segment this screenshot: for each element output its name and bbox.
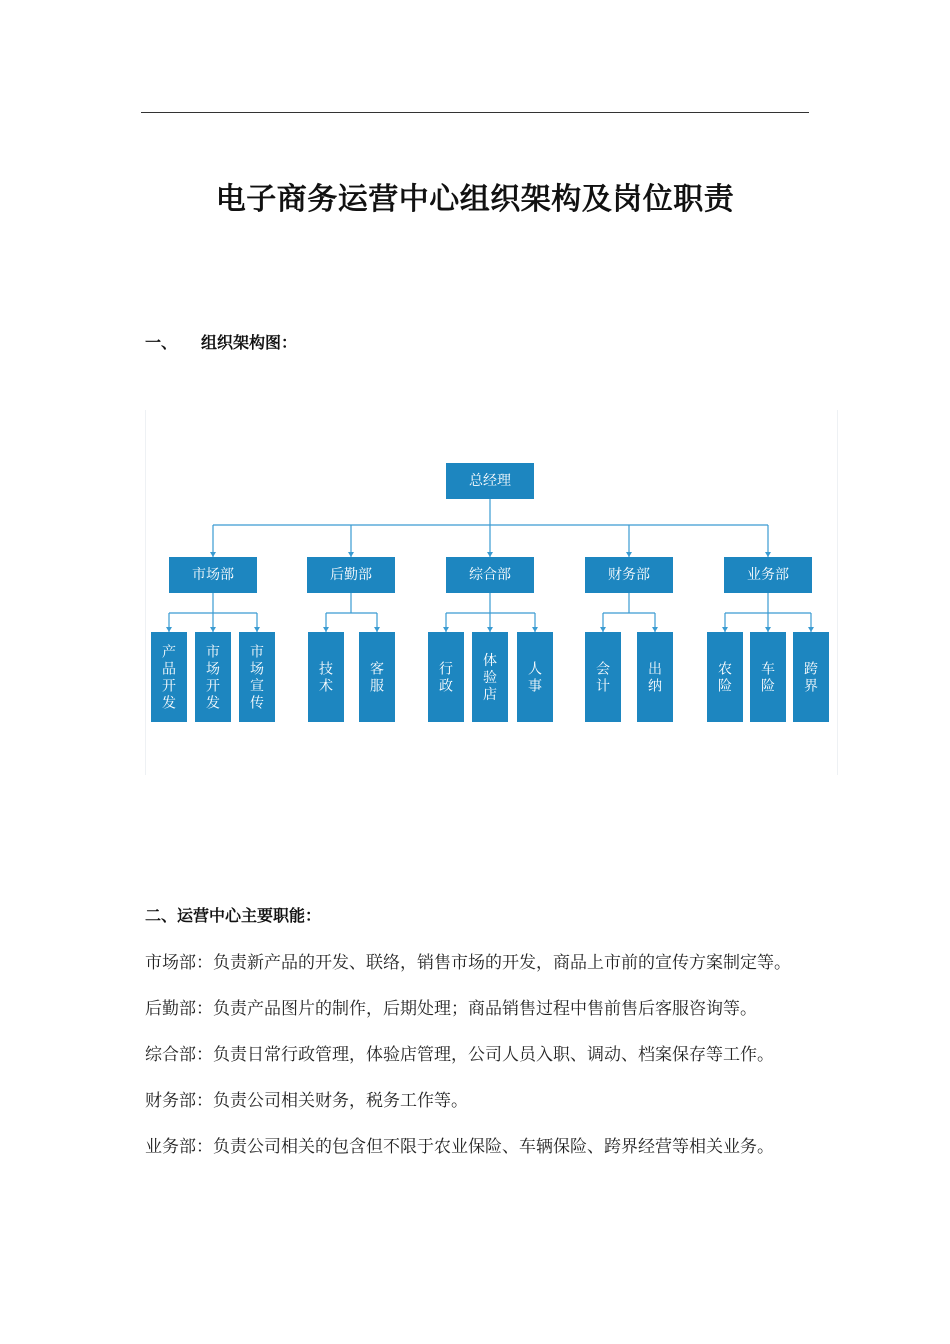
org-label-child: 车险 [761,661,775,695]
org-arrow-child [443,627,449,632]
duty-dept-label: 业务部 [145,1137,196,1157]
duty-dept-label: 财务部 [145,1091,196,1111]
org-arrow-dept [487,552,493,557]
org-arrow-dept [765,552,771,557]
org-arrow-child [166,627,172,632]
org-label-child: 出纳 [648,661,662,695]
duty-line-business [145,1132,774,1157]
section-two-heading: 二、运营中心主要职能： [145,906,322,925]
section-one-label: 组织架构图： [201,333,298,352]
org-label-dept: 综合部 [469,567,511,583]
org-label-child: 农险 [718,661,732,695]
duty-text: ：负责日常行政管理，体验店管理，公司人员入职、调动、档案保存等工作。 [196,1045,774,1065]
duty-line-logistics [145,994,757,1019]
document-title: 电子商务运营中心组织架构及岗位职责 [215,182,735,217]
org-arrow-dept [210,552,216,557]
org-arrow-dept [348,552,354,557]
org-arrow-child [374,627,380,632]
org-arrow-child [722,627,728,632]
org-label-root: 总经理 [469,473,511,489]
duty-dept-label: 后勤部 [145,999,196,1019]
org-label-child: 市场开发 [206,644,220,712]
duty-dept-label: 综合部 [145,1045,196,1065]
org-arrow-child [210,627,216,632]
org-label-dept: 后勤部 [330,567,372,583]
org-label-child: 体验店 [483,653,497,703]
org-arrow-child [652,627,658,632]
org-label-dept: 财务部 [608,567,650,583]
section-one-number: 一、 [145,333,178,352]
org-label-dept: 业务部 [747,567,789,583]
org-arrow-child [532,627,538,632]
duty-text: ：负责新产品的开发、联络，销售市场的开发，商品上市前的宣传方案制定等。 [196,953,791,973]
org-label-child: 跨界 [804,661,818,695]
org-label-child: 技术 [319,661,333,695]
org-arrow-child [487,627,493,632]
org-arrow-child [254,627,260,632]
org-label-child: 市场宣传 [250,644,264,712]
duty-text: ：负责公司相关财务，税务工作等。 [196,1091,468,1111]
org-label-child: 产品开发 [162,644,176,712]
org-arrow-dept [626,552,632,557]
org-label-child: 客服 [370,661,384,695]
org-label-child: 人事 [528,661,542,695]
duty-line-general [145,1040,774,1065]
org-label-dept: 市场部 [192,567,234,583]
org-arrow-child [323,627,329,632]
duty-dept-label: 市场部 [145,953,196,973]
org-label-child: 行政 [439,661,453,695]
org-arrow-child [765,627,771,632]
org-label-child: 会计 [596,661,610,695]
duty-text: ：负责公司相关的包含但不限于农业保险、车辆保险、跨界经营等相关业务。 [196,1137,774,1157]
org-arrow-child [808,627,814,632]
duty-line-finance [145,1086,468,1111]
duty-line-market [145,948,791,973]
org-arrow-child [600,627,606,632]
duty-text: ：负责产品图片的制作，后期处理；商品销售过程中售前售后客服咨询等。 [196,999,757,1019]
